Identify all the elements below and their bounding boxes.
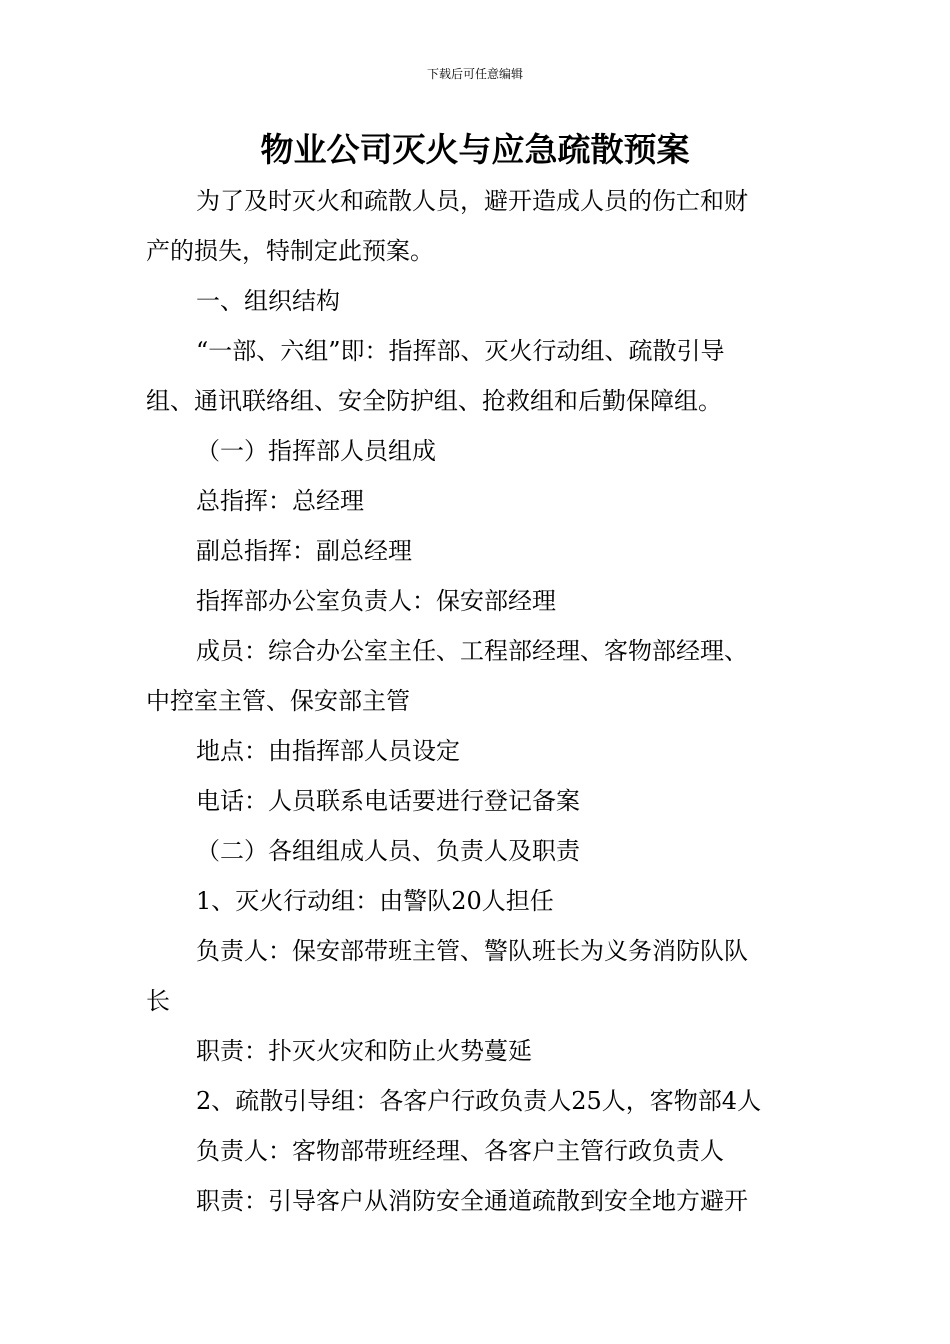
document-title: 物业公司灭火与应急疏散预案	[260, 130, 690, 169]
text-line: 成员：综合办公室主任、工程部经理、客物部经理、	[196, 637, 748, 665]
text-line: 1、灭火行动组：由警队20人担任	[196, 887, 554, 915]
text-line: 负责人：保安部带班主管、警队班长为义务消防队队	[196, 937, 748, 965]
text-line: 地点：由指挥部人员设定	[196, 737, 460, 765]
text-line: 长	[146, 987, 170, 1015]
text-line: 中控室主管、保安部主管	[146, 687, 410, 715]
document-body	[146, 176, 806, 1226]
text-line: 为了及时灭火和疏散人员，避开造成人员的伤亡和财	[196, 187, 748, 215]
text-line: 指挥部办公室负责人：保安部经理	[196, 587, 556, 615]
text-line: 2、疏散引导组：各客户行政负责人25人，客物部4人	[196, 1087, 762, 1115]
subsection-heading: （一）指挥部人员组成	[196, 437, 436, 465]
text-line: 产的损失，特制定此预案。	[146, 237, 434, 265]
text-line: “一部、六组”即：指挥部、灭火行动组、疏散引导	[196, 337, 725, 365]
text-line: 职责：引导客户从消防安全通道疏散到安全地方避开	[196, 1187, 748, 1215]
header-note: 下载后可任意编辑	[426, 67, 523, 81]
text-line: 负责人：客物部带班经理、各客户主管行政负责人	[196, 1137, 724, 1165]
subsection-heading: （二）各组组成人员、负责人及职责	[196, 837, 580, 865]
text-line: 副总指挥：副总经理	[196, 537, 412, 565]
text-line: 组、通讯联络组、安全防护组、抢救组和后勤保障组。	[146, 387, 722, 415]
text-line: 总指挥：总经理	[196, 487, 364, 515]
text-line: 电话：人员联系电话要进行登记备案	[196, 787, 580, 815]
text-line: 职责：扑灭火灾和防止火势蔓延	[196, 1037, 532, 1065]
section-heading: 一、组织结构	[196, 287, 340, 315]
